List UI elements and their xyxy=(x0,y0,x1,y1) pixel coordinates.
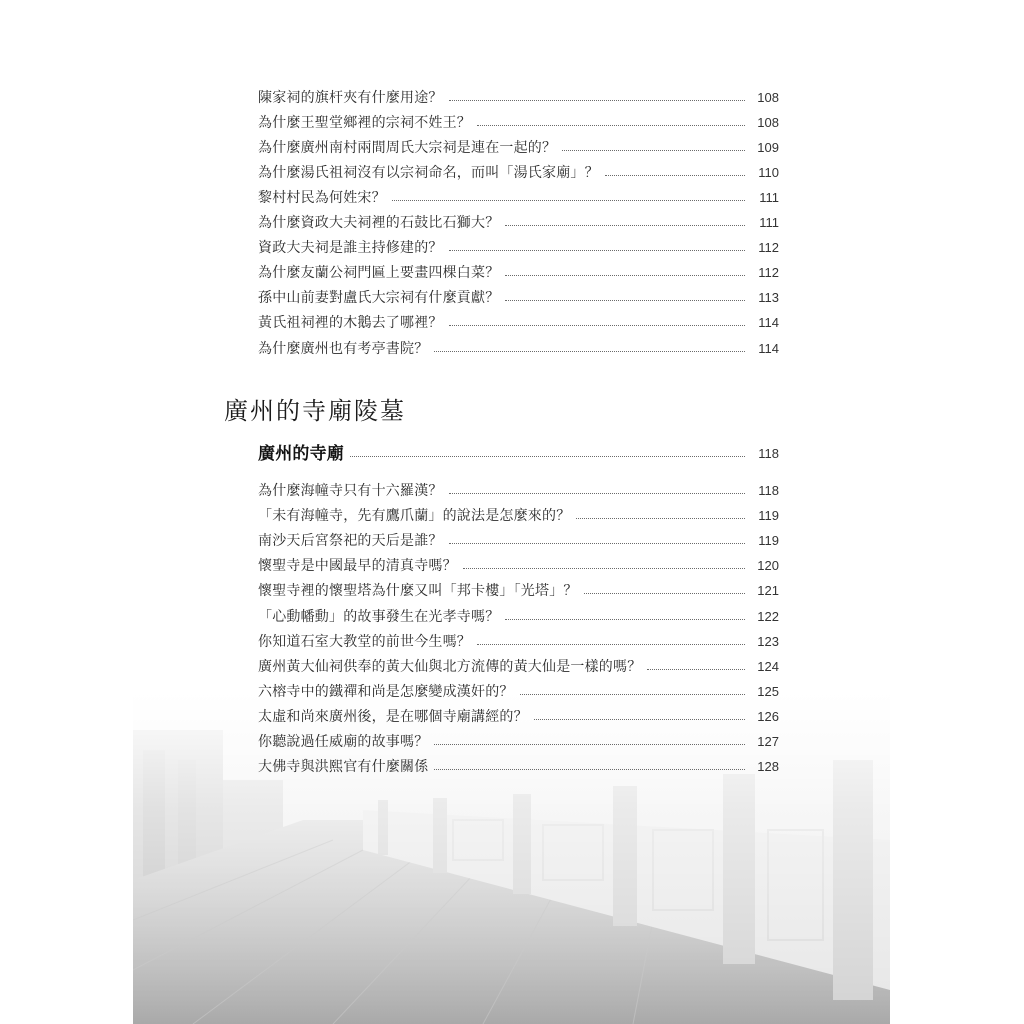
dot-leader xyxy=(449,100,745,101)
dot-leader xyxy=(434,351,745,352)
dot-leader xyxy=(562,150,745,151)
entry-title: 為什麼資政大夫祠裡的石鼓比石獅大？ xyxy=(258,215,500,231)
entry-title: 黃氏祖祠裡的木鵝去了哪裡？ xyxy=(258,315,443,331)
dot-leader xyxy=(505,275,745,276)
toc-entry[interactable] xyxy=(258,312,779,334)
dot-leader xyxy=(605,175,745,176)
page-number: 111 xyxy=(759,215,779,230)
page-number: 114 xyxy=(758,341,779,356)
toc-entry[interactable] xyxy=(258,656,779,678)
toc-entry[interactable] xyxy=(258,262,779,284)
toc-entry[interactable] xyxy=(258,756,779,778)
page-number: 114 xyxy=(758,315,779,330)
toc-entry[interactable] xyxy=(258,237,779,259)
toc-entry[interactable] xyxy=(258,87,779,109)
toc-entry[interactable] xyxy=(258,137,779,159)
entry-title: 你知道石室大教堂的前世今生嗎？ xyxy=(258,634,471,650)
dot-leader xyxy=(505,619,745,620)
entry-title: 廣州黃大仙祠供奉的黃大仙與北方流傳的黃大仙是一樣的嗎？ xyxy=(258,659,642,675)
dot-leader xyxy=(392,200,745,201)
dot-leader xyxy=(647,669,745,670)
entry-title: 孫中山前妻對盧氏大宗祠有什麼貢獻？ xyxy=(258,290,500,306)
page-number: 127 xyxy=(757,734,779,749)
page-number: 118 xyxy=(758,483,779,498)
toc-entry[interactable] xyxy=(258,287,779,309)
page-number: 123 xyxy=(757,634,779,649)
dot-leader xyxy=(463,568,745,569)
toc-entry[interactable] xyxy=(258,530,779,552)
page-number: 111 xyxy=(759,190,779,205)
dot-leader xyxy=(350,456,745,457)
dot-leader xyxy=(449,493,745,494)
subsection-title: 廣州的寺廟 xyxy=(258,444,344,464)
dot-leader xyxy=(434,769,745,770)
toc-entry[interactable] xyxy=(258,580,779,602)
page-number: 108 xyxy=(757,90,779,105)
page-number: 121 xyxy=(757,583,779,598)
page-number: 119 xyxy=(758,533,779,548)
page-number: 119 xyxy=(758,508,779,523)
page-number: 112 xyxy=(758,240,779,255)
toc-entry[interactable] xyxy=(258,706,779,728)
toc-entry[interactable] xyxy=(258,731,779,753)
toc-entry[interactable] xyxy=(258,212,779,234)
dot-leader xyxy=(505,300,745,301)
section-heading: 廣州的寺廟陵墓 xyxy=(224,397,406,425)
toc-entry[interactable] xyxy=(258,505,779,527)
toc-entry[interactable] xyxy=(258,480,779,502)
entry-title: 南沙天后宮祭祀的天后是誰？ xyxy=(258,533,443,549)
dot-leader xyxy=(534,719,745,720)
toc-entry[interactable] xyxy=(258,162,779,184)
entry-title: 為什麼友蘭公祠門匾上要畫四棵白菜？ xyxy=(258,265,500,281)
entry-title: 「心動幡動」的故事發生在光孝寺嗎？ xyxy=(258,609,500,625)
toc-entry[interactable] xyxy=(258,606,779,628)
toc-entry[interactable] xyxy=(258,112,779,134)
toc-entry[interactable] xyxy=(258,681,779,703)
entry-title: 你聽說過任威廟的故事嗎？ xyxy=(258,734,429,750)
entry-title: 懷聖寺是中國最早的清真寺嗎？ xyxy=(258,558,457,574)
dot-leader xyxy=(477,125,745,126)
entry-title: 為什麼海幢寺只有十六羅漢？ xyxy=(258,483,443,499)
dot-leader xyxy=(449,325,745,326)
toc-entry[interactable] xyxy=(258,338,779,360)
dot-leader xyxy=(520,694,745,695)
toc-entry[interactable] xyxy=(258,555,779,577)
toc-entry[interactable] xyxy=(258,631,779,653)
toc-entry[interactable] xyxy=(258,187,779,209)
page-number: 126 xyxy=(757,709,779,724)
page-number: 108 xyxy=(757,115,779,130)
entry-title: 陳家祠的旗杆夾有什麼用途？ xyxy=(258,90,443,106)
page-number: 118 xyxy=(758,446,779,461)
dot-leader xyxy=(449,250,745,251)
entry-title: 為什麼王聖堂鄉裡的宗祠不姓王？ xyxy=(258,115,471,131)
entry-title: 資政大夫祠是誰主持修建的？ xyxy=(258,240,443,256)
page-number: 109 xyxy=(757,140,779,155)
dot-leader xyxy=(477,644,745,645)
entry-title: 為什麼廣州南村兩間周氏大宗祠是連在一起的？ xyxy=(258,140,557,156)
entry-title: 為什麼廣州也有考亭書院？ xyxy=(258,341,429,357)
page-number: 120 xyxy=(757,558,779,573)
page-number: 128 xyxy=(757,759,779,774)
page-number: 113 xyxy=(758,290,779,305)
entry-title: 大佛寺與洪熙官有什麼關係 xyxy=(258,759,429,775)
entry-title: 太虛和尚來廣州後，是在哪個寺廟講經的？ xyxy=(258,709,528,725)
entry-title: 為什麼湯氏祖祠沒有以宗祠命名，而叫「湯氏家廟」？ xyxy=(258,165,599,181)
dot-leader xyxy=(505,225,745,226)
page-number: 125 xyxy=(757,684,779,699)
subsection-entry[interactable] xyxy=(258,441,779,467)
dot-leader xyxy=(434,744,745,745)
entry-title: 懷聖寺裡的懷聖塔為什麼又叫「邦卡樓」「光塔」？ xyxy=(258,583,578,599)
entry-title: 六榕寺中的鐵禪和尚是怎麼變成漢奸的？ xyxy=(258,684,514,700)
page-number: 110 xyxy=(758,165,779,180)
page-number: 112 xyxy=(758,265,779,280)
dot-leader xyxy=(576,518,745,519)
entry-title: 「未有海幢寺，先有鷹爪蘭」的說法是怎麼來的？ xyxy=(258,508,571,524)
dot-leader xyxy=(449,543,745,544)
page-number: 124 xyxy=(757,659,779,674)
entry-title: 黎村村民為何姓宋？ xyxy=(258,190,386,206)
page-number: 122 xyxy=(757,609,779,624)
dot-leader xyxy=(584,593,745,594)
